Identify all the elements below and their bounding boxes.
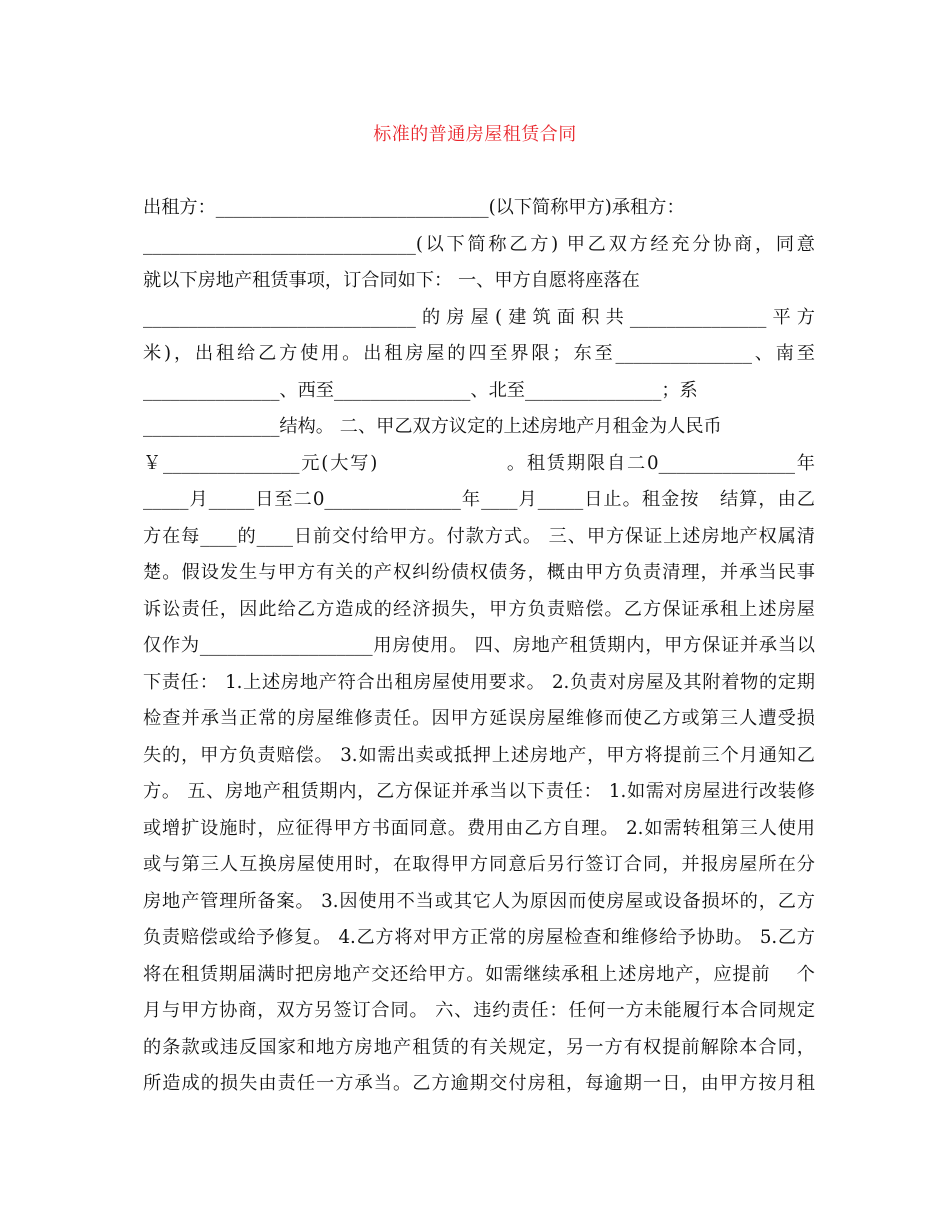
body-line: 诉讼责任，因此给乙方造成的经济损失，甲方负责赔偿。乙方保证承租上述房屋 <box>143 598 815 620</box>
body-line: 房地产管理所备案。 3.因使用不当或其它人为原因而使房屋或设备损坏的，乙方 <box>143 890 815 912</box>
body-line: ______________________________(以下简称乙方) 甲乙双方经充分协商，同意 <box>143 233 815 255</box>
body-line: 或增扩设施时，应征得甲方书面同意。费用由乙方自理。 2.如需转租第三人使用 <box>143 817 815 839</box>
body-line: _______________结构。 二、甲乙双方议定的上述房地产月租金为人民币 <box>143 416 722 437</box>
body-line: 方。 五、房地产租赁期内，乙方保证并承当以下责任： 1.如需对房屋进行改装修 <box>143 781 815 802</box>
body-line: 楚。假设发生与甲方有关的产权纠纷债权债务，概由甲方负责清理，并承当民事 <box>143 562 815 583</box>
body-line: 的条款或违反国家和地方房地产租赁的有关规定，另一方有权提前解除本合同， <box>143 1036 815 1058</box>
body-line: ￥_______________元(大写) 。租赁期限自二0_______________年 <box>143 452 815 474</box>
body-line: 月与甲方协商，双方另签订合同。 六、违约责任：任何一方未能履行本合同规定 <box>143 1000 815 1021</box>
contract-body <box>143 193 815 1106</box>
body-line: 出租方：______________________________(以下简称甲方)承租方： <box>143 197 685 218</box>
body-line: 方在每____的____日前交付给甲方。付款方式。 三、甲方保证上述房地产权属清 <box>143 525 815 547</box>
body-line: _______________、西至_______________、北至_______________；系 <box>143 379 698 401</box>
body-line: 将在租赁期届满时把房地产交还给甲方。如需继续承租上述房地产，应提前 个 <box>143 963 815 985</box>
body-line: 负责赔偿或给予修复。 4.乙方将对甲方正常的房屋检查和维修给予协助。 5.乙方 <box>143 927 815 948</box>
body-line: 仅作为___________________用房使用。 四、房地产租赁期内，甲方保证并承当以 <box>143 635 815 656</box>
body-line: 就以下房地产租赁事项，订合同如下： 一、甲方自愿将座落在 <box>143 270 640 291</box>
body-line: ______________________________的房屋(建筑面积共_______________平方 <box>143 306 815 328</box>
body-line: 检查并承当正常的房屋维修责任。因甲方延误房屋维修而使乙方或第三人遭受损 <box>143 708 815 729</box>
body-line: 所造成的损失由责任一方承当。乙方逾期交付房租，每逾期一日，由甲方按月租 <box>143 1073 815 1094</box>
body-line: 或与第三人互换房屋使用时，在取得甲方同意后另行签订合同，并报房屋所在分 <box>143 854 815 875</box>
body-line: 下责任： 1.上述房地产符合出租房屋使用要求。 2.负责对房屋及其附着物的定期 <box>143 671 815 693</box>
body-line: _____月_____日至二0_______________年____月_____日止。租金按 结算，由乙 <box>143 489 815 510</box>
body-line: 失的，甲方负责赔偿。 3.如需出卖或抵押上述房地产，甲方将提前三个月通知乙 <box>143 744 815 766</box>
body-line: 米)，出租给乙方使用。出租房屋的四至界限；东至_______________、南至 <box>143 343 815 364</box>
document-title: 标准的普通房屋租赁合同 <box>373 124 577 145</box>
